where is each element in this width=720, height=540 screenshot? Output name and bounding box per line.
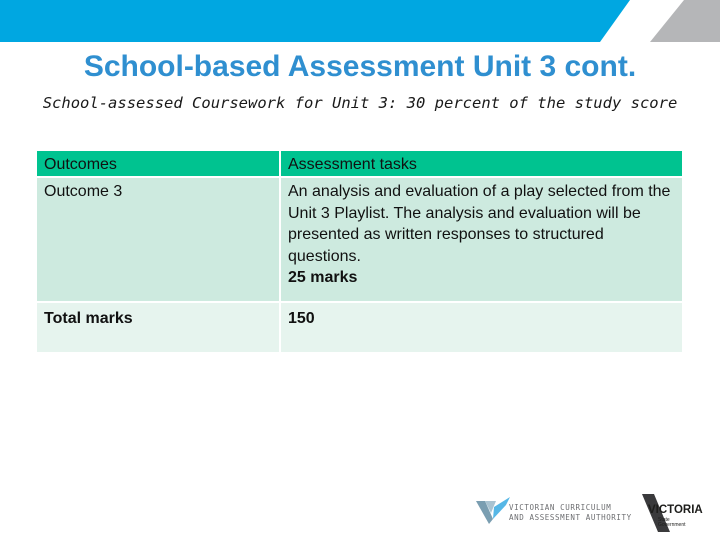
table-header-row xyxy=(37,151,683,177)
vcaa-logo-icon xyxy=(476,497,510,525)
vic-sub2: Government xyxy=(658,522,686,528)
outcome-cell: Outcome 3 xyxy=(37,177,280,302)
vcaa-line2: AND ASSESSMENT AUTHORITY xyxy=(509,513,632,522)
page-title: School-based Assessment Unit 3 cont. xyxy=(83,50,637,83)
vic-sub1: State xyxy=(658,517,670,523)
header-assessment-tasks: Assessment tasks xyxy=(280,151,683,177)
table-row xyxy=(37,177,683,302)
assessment-table xyxy=(37,151,684,352)
task-description: An analysis and evaluation of a play selected from the Unit 3 Playlist. The analysis and evaluation will be presented as written responses to structured questions. xyxy=(288,183,671,265)
table-row xyxy=(37,302,683,352)
vcaa-wordmark xyxy=(509,503,632,523)
banner-grey-stripe xyxy=(650,0,720,42)
vic-name: VICTORIA xyxy=(648,504,703,516)
top-banner xyxy=(0,0,720,42)
victoria-government-logo xyxy=(640,494,706,532)
task-marks: 25 marks xyxy=(288,269,358,286)
total-marks-value: 150 xyxy=(280,302,683,352)
task-cell xyxy=(280,177,683,302)
total-marks-label: Total marks xyxy=(37,302,280,352)
page-subtitle: School-assessed Coursework for Unit 3: 30 percent of the study score xyxy=(42,94,678,112)
vcaa-line1: VICTORIAN CURRICULUM xyxy=(509,503,612,512)
banner-blue-stripe xyxy=(0,0,630,42)
header-outcomes: Outcomes xyxy=(37,151,280,177)
